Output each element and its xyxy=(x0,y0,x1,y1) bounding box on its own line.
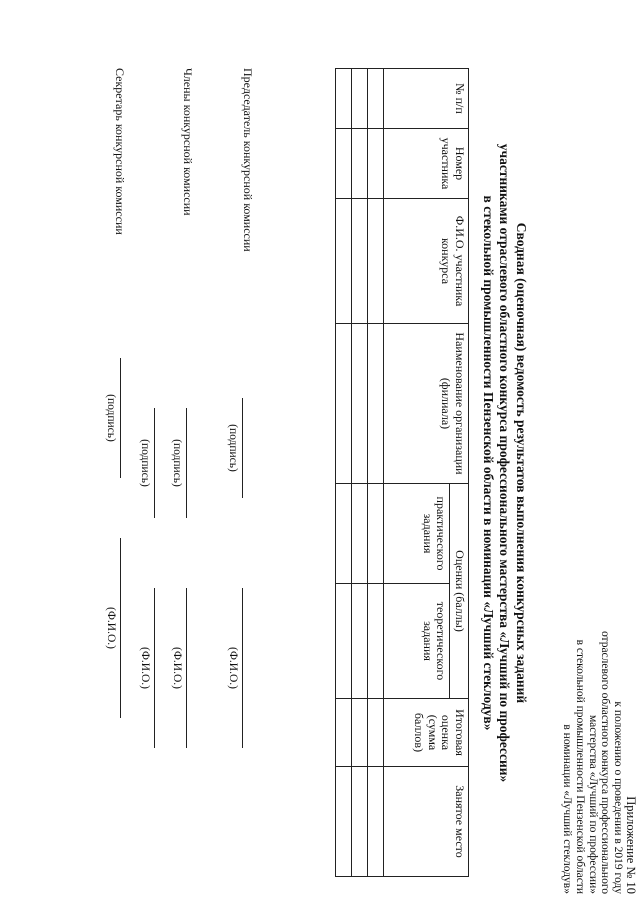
secretary-signature-line xyxy=(120,358,121,478)
table-cell xyxy=(336,324,352,484)
table-cell xyxy=(352,767,368,877)
member2-name-line xyxy=(154,588,155,748)
chairman-name-caption: (Ф.И.О.) xyxy=(227,647,239,689)
table-cell xyxy=(336,767,352,877)
table-cell xyxy=(368,699,384,767)
table-cell xyxy=(336,584,352,699)
table-row xyxy=(352,69,368,877)
member1-signature-line xyxy=(186,408,187,518)
secretary-label: Секретарь конкурсной комиссии xyxy=(113,68,127,235)
chairman-signature-caption: (подпись) xyxy=(227,424,239,472)
table-body xyxy=(336,69,384,877)
table-cell xyxy=(352,584,368,699)
table-cell xyxy=(352,324,368,484)
table-cell xyxy=(352,199,368,324)
appendix-line: в стекольной промышленности Пензенской области xyxy=(573,639,586,894)
members-label: Члены конкурсной комиссии xyxy=(181,68,195,216)
table-cell xyxy=(352,484,368,584)
header-practical: практического задания xyxy=(384,484,450,584)
table-row xyxy=(336,69,352,877)
document-title xyxy=(480,28,530,898)
member2-name-caption: (Ф.И.О.) xyxy=(139,647,151,689)
table-cell xyxy=(368,69,384,129)
appendix-line: мастерства «Лучший по профессии» xyxy=(586,714,599,894)
appendix-line: к положению о проведении в 2019 году xyxy=(612,701,625,894)
table-cell xyxy=(352,69,368,129)
title-line: участниками отраслевого областного конкурса профессионального мастерства «Лучший по профессии» xyxy=(497,143,513,783)
header-theoretical: теоретического задания xyxy=(384,584,450,699)
member2-signature-line xyxy=(154,408,155,518)
table-cell xyxy=(336,699,352,767)
appendix-line: в номинации «Лучший стеклодув» xyxy=(561,724,574,894)
header-num: № п/п xyxy=(384,69,469,129)
secretary-name-caption: (Ф.И.О.) xyxy=(105,607,117,649)
chairman-label: Председатель конкурсной комиссии xyxy=(241,68,255,252)
header-participant-name: Ф.И.О. участника конкурса xyxy=(384,199,469,324)
title-line: Сводная (оценочная) ведомость результатов выполнения конкурсных заданий xyxy=(514,222,529,704)
secretary-signature-caption: (подпись) xyxy=(105,394,117,442)
table-cell xyxy=(352,129,368,199)
header-scores-group: Оценки (баллы) xyxy=(450,484,469,699)
table-cell xyxy=(368,767,384,877)
signature-chairman xyxy=(225,68,255,888)
table-cell xyxy=(368,584,384,699)
member1-name-caption: (Ф.И.О.) xyxy=(171,647,183,689)
header-participant-number: Номер участника xyxy=(384,129,469,199)
appendix-note xyxy=(560,424,637,894)
member2-signature-caption: (подпись) xyxy=(139,439,151,487)
header-total: Итоговая оценка (сумма баллов) xyxy=(384,699,469,767)
chairman-signature-line xyxy=(242,398,243,498)
signature-members xyxy=(127,68,207,888)
table-row xyxy=(368,69,384,877)
table-cell xyxy=(336,69,352,129)
member1-signature-caption: (подпись) xyxy=(171,439,183,487)
signature-secretary xyxy=(99,68,139,888)
appendix-line: отраслевого областного конкурса профессионального xyxy=(599,630,612,894)
table-cell xyxy=(336,129,352,199)
header-place: Занятое место xyxy=(384,767,469,877)
title-line: в стекольной промышленности Пензенской области в номинации «Лучший стеклодув» xyxy=(481,195,496,731)
appendix-line: Приложение № 10 xyxy=(624,796,638,894)
table-cell xyxy=(336,484,352,584)
table-cell xyxy=(368,129,384,199)
member1-name-line xyxy=(186,588,187,748)
table-cell xyxy=(336,199,352,324)
results-table xyxy=(336,68,470,877)
chairman-name-line xyxy=(242,588,243,748)
table-cell xyxy=(352,699,368,767)
table-cell xyxy=(368,484,384,584)
landscape-content xyxy=(32,28,637,898)
table-cell xyxy=(368,324,384,484)
table-cell xyxy=(368,199,384,324)
secretary-name-line xyxy=(120,538,121,718)
header-organization: Наименование организации (филиала) xyxy=(384,324,469,484)
